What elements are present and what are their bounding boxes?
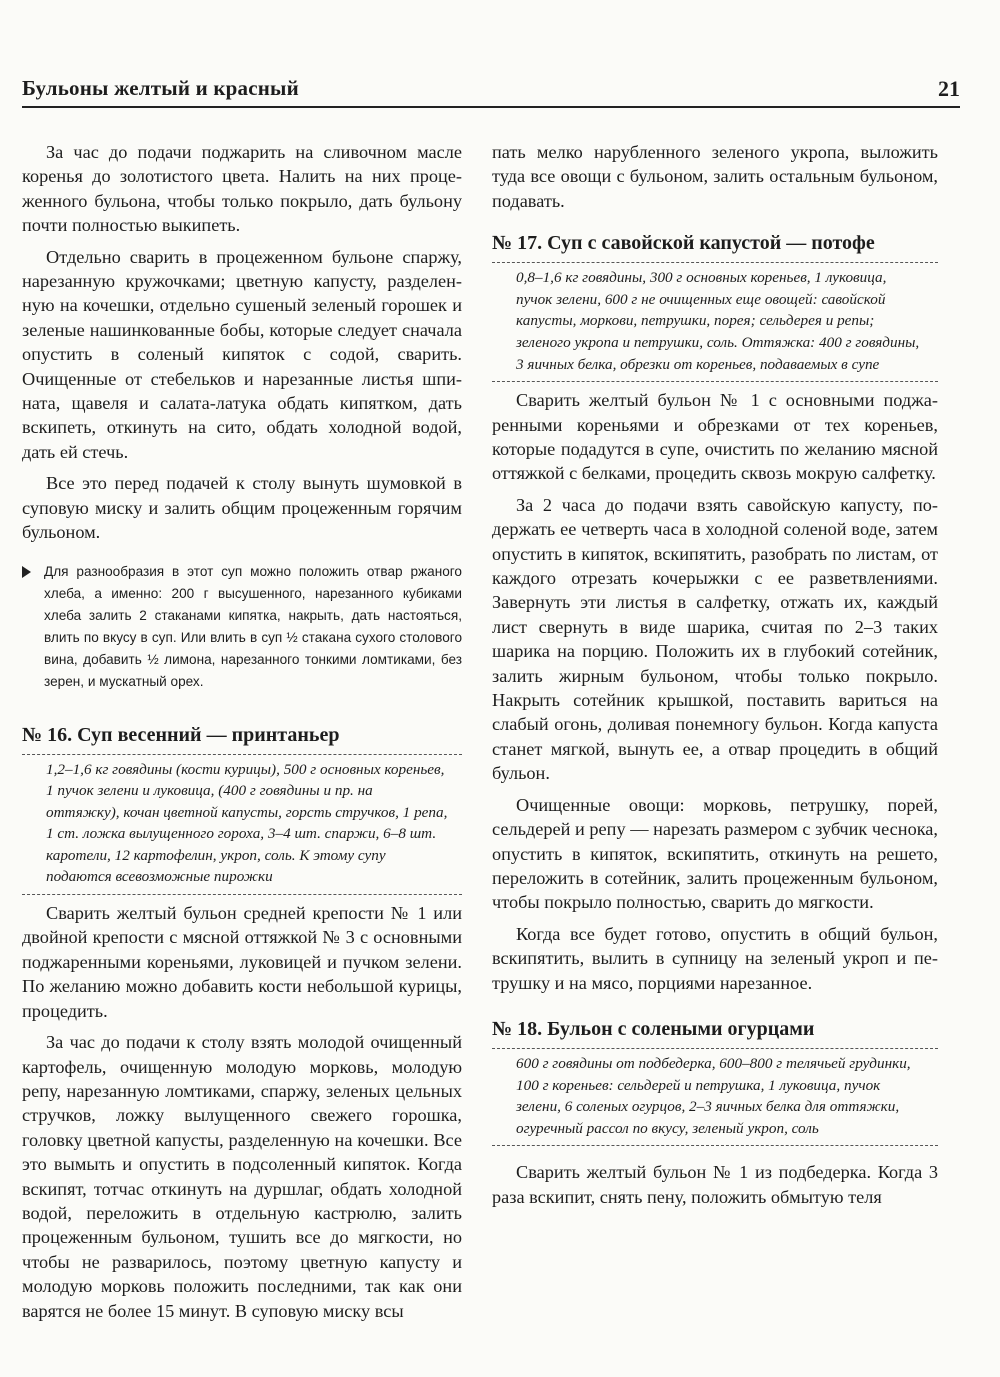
recipe-17-title: № 17. Суп с савойской капустой — потофе	[492, 232, 875, 255]
tip-note-text: Для разнообразия в этот суп можно положить отвар ржаного хлеба, а именно: 200 г высушенного, нарезанного кубиками хлеба залить 2 стаканами кипятка, накрыть, дать настояться, влить по вкусу в суп. Или влить в суп ½ стакана сухого столового вина, добавить ½ лимона, нарезанного тонкими ломтиками, без зерен, и мускатный орех.	[44, 563, 462, 689]
paragraph: За 2 часа до подачи взять савойскую капусту, подержать ее четверть часа в холодной соленой воде, затем опустить в кипяток, вскипятить, разобрать по листам, от каждого отрезать кочерыжки с ее разветвлениями. Завернуть эти листья в салфетку, отжать их, каждый лист свернуть в виде шарика, считая по 2–3 таких шарика на порцию. Положить их в глубокий сотейник, залить жирным бульоном, чтобы только покрыло. Накрыть сотейник крышкой, поставить вариться на слабый огонь, доливая понемногу бульон. Когда капуста станет мягкой, вынуть ее, а отвар процедить в общий бульон.	[492, 494, 938, 784]
paragraph: За час до подачи поджарить на сливочном масле коренья до золотистого цвета. Налить на них процеженного бульона, чтобы только покрыло, дать бульону почти полностью выкипеть.	[22, 142, 462, 236]
paragraph: Сварить желтый бульон № 1 из подбедерка. Когда 3 раза вскипит, снять пену, положить обмытую теля	[492, 1162, 938, 1207]
paragraph: пать мелко нарубленного зеленого укропа, выложить туда все овощи с бульоном, залить остальным бульоном, подавать.	[492, 142, 938, 211]
paragraph: За час до подачи к столу взять молодой очищенный картофель, очищенную молодую морковь, молодую репу, нарезанную ломтиками, спаржу, зеленых цельных стручков, ложку вылущенного свежего горошка, головку цветной капусты, разделенную на кочешки. Все это вымыть и опустить в подсоленный кипяток. Когда вскипят, тотчас откинуть на дуршлаг, обдать холодной водой, переложить в отдельную кастрюлю, залить процеженным бульоном, тушить все до мягкости, но чтобы не разварилось, поэтому цветную капусту и молодую морковь положить последними, так как они варятся не более 15 минут. В суповую миску всы	[22, 1032, 462, 1321]
paragraph: Сварить желтый бульон № 1 с основными поджаренными кореньями и обрезками от тех кореньев, которые подадутся в супе, очистить по желанию мясной оттяжкой с белками, процедить сквозь мокрую салфетку.	[492, 390, 938, 484]
paragraph: Все это перед подачей к столу вынуть шумовкой в суповую миску и залить общим процеженным горячим бульоном.	[22, 473, 462, 543]
tip-note	[22, 561, 462, 693]
paragraph: Когда все будет готово, опустить в общий бульон, вскипятить, вылить в супницу на зеленый укроп и петрушку и на мясо, порциями нарезанное.	[492, 923, 938, 993]
paragraph: Сварить желтый бульон средней крепости № 1 или двойной крепости с мясной оттяжкой № 3 с основными поджаренными кореньями, луковицей и пучком зелени. По желанию можно добавить кости небольшой курицы, процедить.	[22, 903, 462, 1021]
running-header	[22, 72, 960, 108]
paragraph: Очищенные овощи: морковь, петрушку, порей, сельдерей и репу — нарезать размером с зубчик чеснока, опустить в кипяток, вскипятить, откинуть на решето, переложить в сотейник, залить процеженным бульоном, чтобы покрыло полностью, сварить до мягкости.	[492, 794, 938, 913]
right-column	[492, 140, 938, 1216]
triangle-bullet-icon	[22, 566, 31, 578]
page-number: 21	[938, 76, 960, 101]
paragraph: Отдельно сварить в процеженном бульоне спаржу, нарезанную кружочками; цветную капусту, разделенную на кочешки, отдельно сушеный зеленый горошек и зеленые нашинкованные бобы, которые следует сначала опустить в соленый кипяток с содой, сварить. Очищенные от стебельков и нарезанные листья шпината, щавеля и салата-латука обдать кипятком, дать вскипеть, откинуть на сито, обдать холодной водой, дать ей стечь.	[22, 246, 462, 462]
section-title: Бульоны желтый и красный	[22, 76, 299, 100]
recipe-18-ingredients: 600 г говядины от подбедерка, 600–800 г телячьей грудинки, 100 г кореньев: сельдерей и петрушка, 1 луковица, пучок зелени, 6 соленых огурцов, 2–3 яичных белка для оттяжки, огуречный рассол по вкусу, зеленый укроп, соль	[492, 1048, 938, 1146]
recipe-16-title: № 16. Суп весенний — принтаньер	[22, 723, 340, 746]
recipe-17-ingredients: 0,8–1,6 кг говядины, 300 г основных кореньев, 1 луковица, пучок зелени, 600 г не очищенных еще овощей: савойской капусты, моркови, петрушки, порея; сельдерея и репы; зеленого укропа и петрушки, соль. Оттяжка: 400 г говядины, 3 яичных белка, обрезки от кореньев, подаваемых в супе	[492, 262, 938, 382]
recipe-16-ingredients: 1,2–1,6 кг говядины (кости курицы), 500 г основных кореньев, 1 пучок зелени и луковица, (400 г говядины и пр. на оттяжку), кочан цветной капусты, горсть стручков, 1 репа, 1 ст. ложка вылущенного гороха, 3–4 шт. спаржи, 6–8 шт. каротели, 12 картофелин, укроп, соль. К этому супу подаются всевозможные пирожки	[22, 754, 462, 896]
header-rule	[22, 106, 960, 108]
left-column	[22, 140, 462, 1330]
recipe-18-title: № 18. Бульон с солеными огурцами	[492, 1017, 815, 1040]
